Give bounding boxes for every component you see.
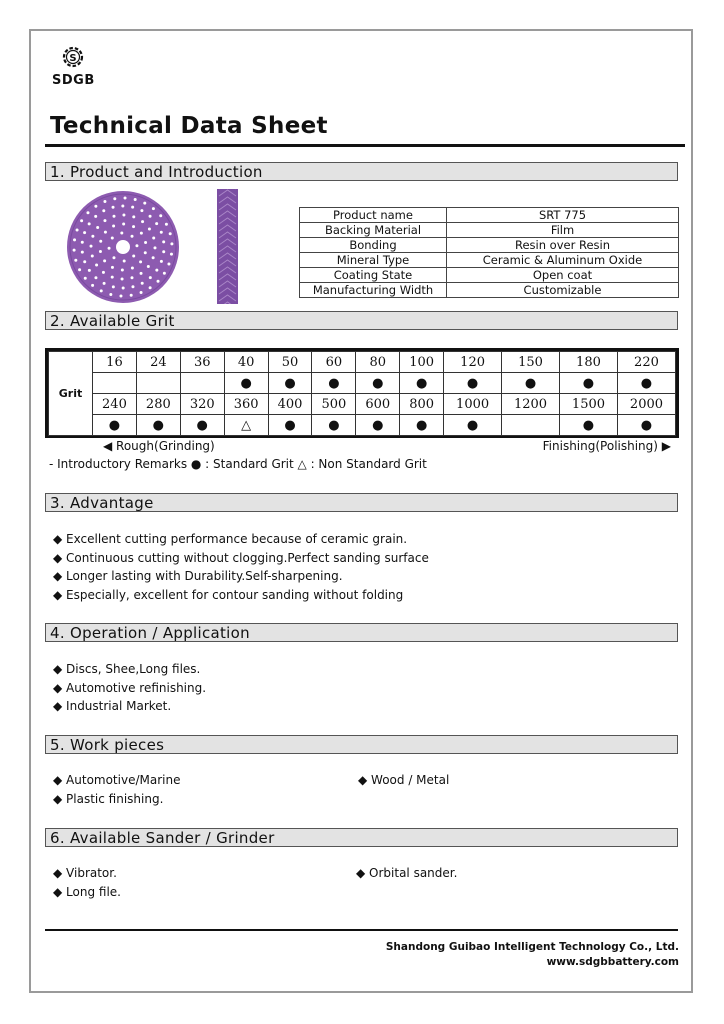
section-header-workpieces: 5. Work pieces (45, 735, 678, 754)
company-website[interactable]: www.sdgbbattery.com (546, 956, 679, 968)
spec-value: Customizable (447, 283, 679, 298)
spec-value: Ceramic & Aluminum Oxide (447, 253, 679, 268)
grit-label: Grit (49, 352, 93, 436)
grit-value: 240 (93, 394, 137, 415)
grit-value: 280 (136, 394, 180, 415)
advantage-list (53, 530, 429, 604)
grit-mark: ● (560, 415, 618, 436)
grit-value: 360 (224, 394, 268, 415)
section-header-grit: 2. Available Grit (45, 311, 678, 330)
document-title: Technical Data Sheet (50, 113, 328, 139)
workpieces-list-left (53, 771, 180, 808)
grit-value: 60 (312, 352, 356, 373)
list-item: ◆ Wood / Metal (358, 773, 450, 787)
spec-table (299, 207, 679, 298)
finish-label: Finishing(Polishing) ▶ (542, 439, 671, 453)
list-item: ◆ Vibrator. (53, 866, 117, 880)
grit-value: 320 (180, 394, 224, 415)
grit-mark (502, 415, 560, 436)
grit-row (49, 352, 676, 373)
section-header-product: 1. Product and Introduction (45, 162, 678, 181)
logo (50, 44, 100, 92)
spec-row (300, 268, 679, 283)
spec-value: SRT 775 (447, 208, 679, 223)
section-header-advantage: 3. Advantage (45, 493, 678, 512)
grit-mark: ● (180, 415, 224, 436)
grit-value: 1200 (502, 394, 560, 415)
grit-mark (136, 373, 180, 394)
section-header-operation: 4. Operation / Application (45, 623, 678, 642)
grit-mark: ● (224, 373, 268, 394)
grit-mark: ● (400, 373, 444, 394)
brand-name: SDGB (52, 73, 95, 88)
grit-mark: ● (400, 415, 444, 436)
grit-value: 16 (93, 352, 137, 373)
grit-value: 220 (617, 352, 675, 373)
spec-value: Film (447, 223, 679, 238)
list-item: ◆ Longer lasting with Durability.Self-sharpening. (53, 569, 343, 583)
grit-mark (93, 373, 137, 394)
grit-mark: ● (560, 373, 618, 394)
rough-label: ◀ Rough(Grinding) (103, 439, 215, 453)
list-item: ◆ Especially, excellent for contour sanding without folding (53, 587, 404, 602)
grit-value: 50 (268, 352, 312, 373)
list-item: ◆ Discs, Shee,Long files. (53, 662, 201, 676)
grit-remarks: - Introductory Remarks ● : Standard Grit △ : Non Standard Grit (49, 457, 427, 471)
grit-value: 150 (502, 352, 560, 373)
spec-label: Mineral Type (300, 253, 447, 268)
list-item: ◆ Industrial Market. (53, 699, 172, 713)
list-item: ◆ Excellent cutting performance because of ceramic grain. (53, 532, 408, 546)
grit-mark: ● (617, 373, 675, 394)
gear-logo-icon (60, 44, 86, 70)
grit-value: 40 (224, 352, 268, 373)
company-name: Shandong Guibao Intelligent Technology Co., Ltd. (385, 941, 679, 953)
spec-row (300, 253, 679, 268)
grit-mark: ● (356, 415, 400, 436)
operation-list (53, 660, 206, 716)
spec-row (300, 223, 679, 238)
spec-row (300, 283, 679, 298)
sander-list-left (53, 864, 121, 901)
grit-mark: ● (617, 415, 675, 436)
grit-mark: ● (93, 415, 137, 436)
grit-mark: ● (312, 373, 356, 394)
spec-value: Resin over Resin (447, 238, 679, 253)
spec-label: Manufacturing Width (300, 283, 447, 298)
spec-label: Coating State (300, 268, 447, 283)
grit-mark: ● (136, 415, 180, 436)
list-item: ◆ Continuous cutting without clogging.Perfect sanding surface (53, 550, 429, 565)
svg-text:S: S (69, 53, 77, 64)
grit-table (48, 351, 676, 436)
grit-value: 1500 (560, 394, 618, 415)
grit-mark: ● (268, 415, 312, 436)
list-item: ◆ Automotive/Marine (53, 773, 181, 787)
grit-mark: ● (444, 415, 502, 436)
grit-mark: ● (502, 373, 560, 394)
spec-row (300, 208, 679, 223)
sanding-strip-image (217, 189, 238, 304)
grit-mark (180, 373, 224, 394)
grit-value: 180 (560, 352, 618, 373)
grit-value: 100 (400, 352, 444, 373)
spec-value: Open coat (447, 268, 679, 283)
grit-mark: ● (268, 373, 312, 394)
grit-value: 600 (356, 394, 400, 415)
footer-divider (45, 929, 678, 931)
grit-value: 500 (312, 394, 356, 415)
grit-row (49, 373, 676, 394)
grit-row (49, 394, 676, 415)
grit-mark: ● (356, 373, 400, 394)
grit-mark: ● (312, 415, 356, 436)
grit-value: 1000 (444, 394, 502, 415)
grit-row (49, 415, 676, 436)
spec-label: Product name (300, 208, 447, 223)
grit-value: 120 (444, 352, 502, 373)
list-item: ◆ Plastic finishing. (53, 791, 164, 806)
grit-mark: ● (444, 373, 502, 394)
grit-mark: △ (224, 415, 268, 436)
spec-label: Backing Material (300, 223, 447, 238)
spec-label: Bonding (300, 238, 447, 253)
sanding-disc-image (66, 190, 180, 304)
grit-value: 36 (180, 352, 224, 373)
section-header-sander: 6. Available Sander / Grinder (45, 828, 678, 847)
grit-value: 2000 (617, 394, 675, 415)
spec-row (300, 238, 679, 253)
title-divider (45, 144, 685, 147)
grit-value: 400 (268, 394, 312, 415)
sander-list-right (356, 864, 457, 883)
grit-value: 800 (400, 394, 444, 415)
workpieces-list-right (358, 771, 449, 790)
list-item: ◆ Long file. (53, 884, 121, 899)
grit-value: 24 (136, 352, 180, 373)
list-item: ◆ Automotive refinishing. (53, 680, 207, 695)
list-item: ◆ Orbital sander. (356, 866, 458, 880)
grit-value: 80 (356, 352, 400, 373)
